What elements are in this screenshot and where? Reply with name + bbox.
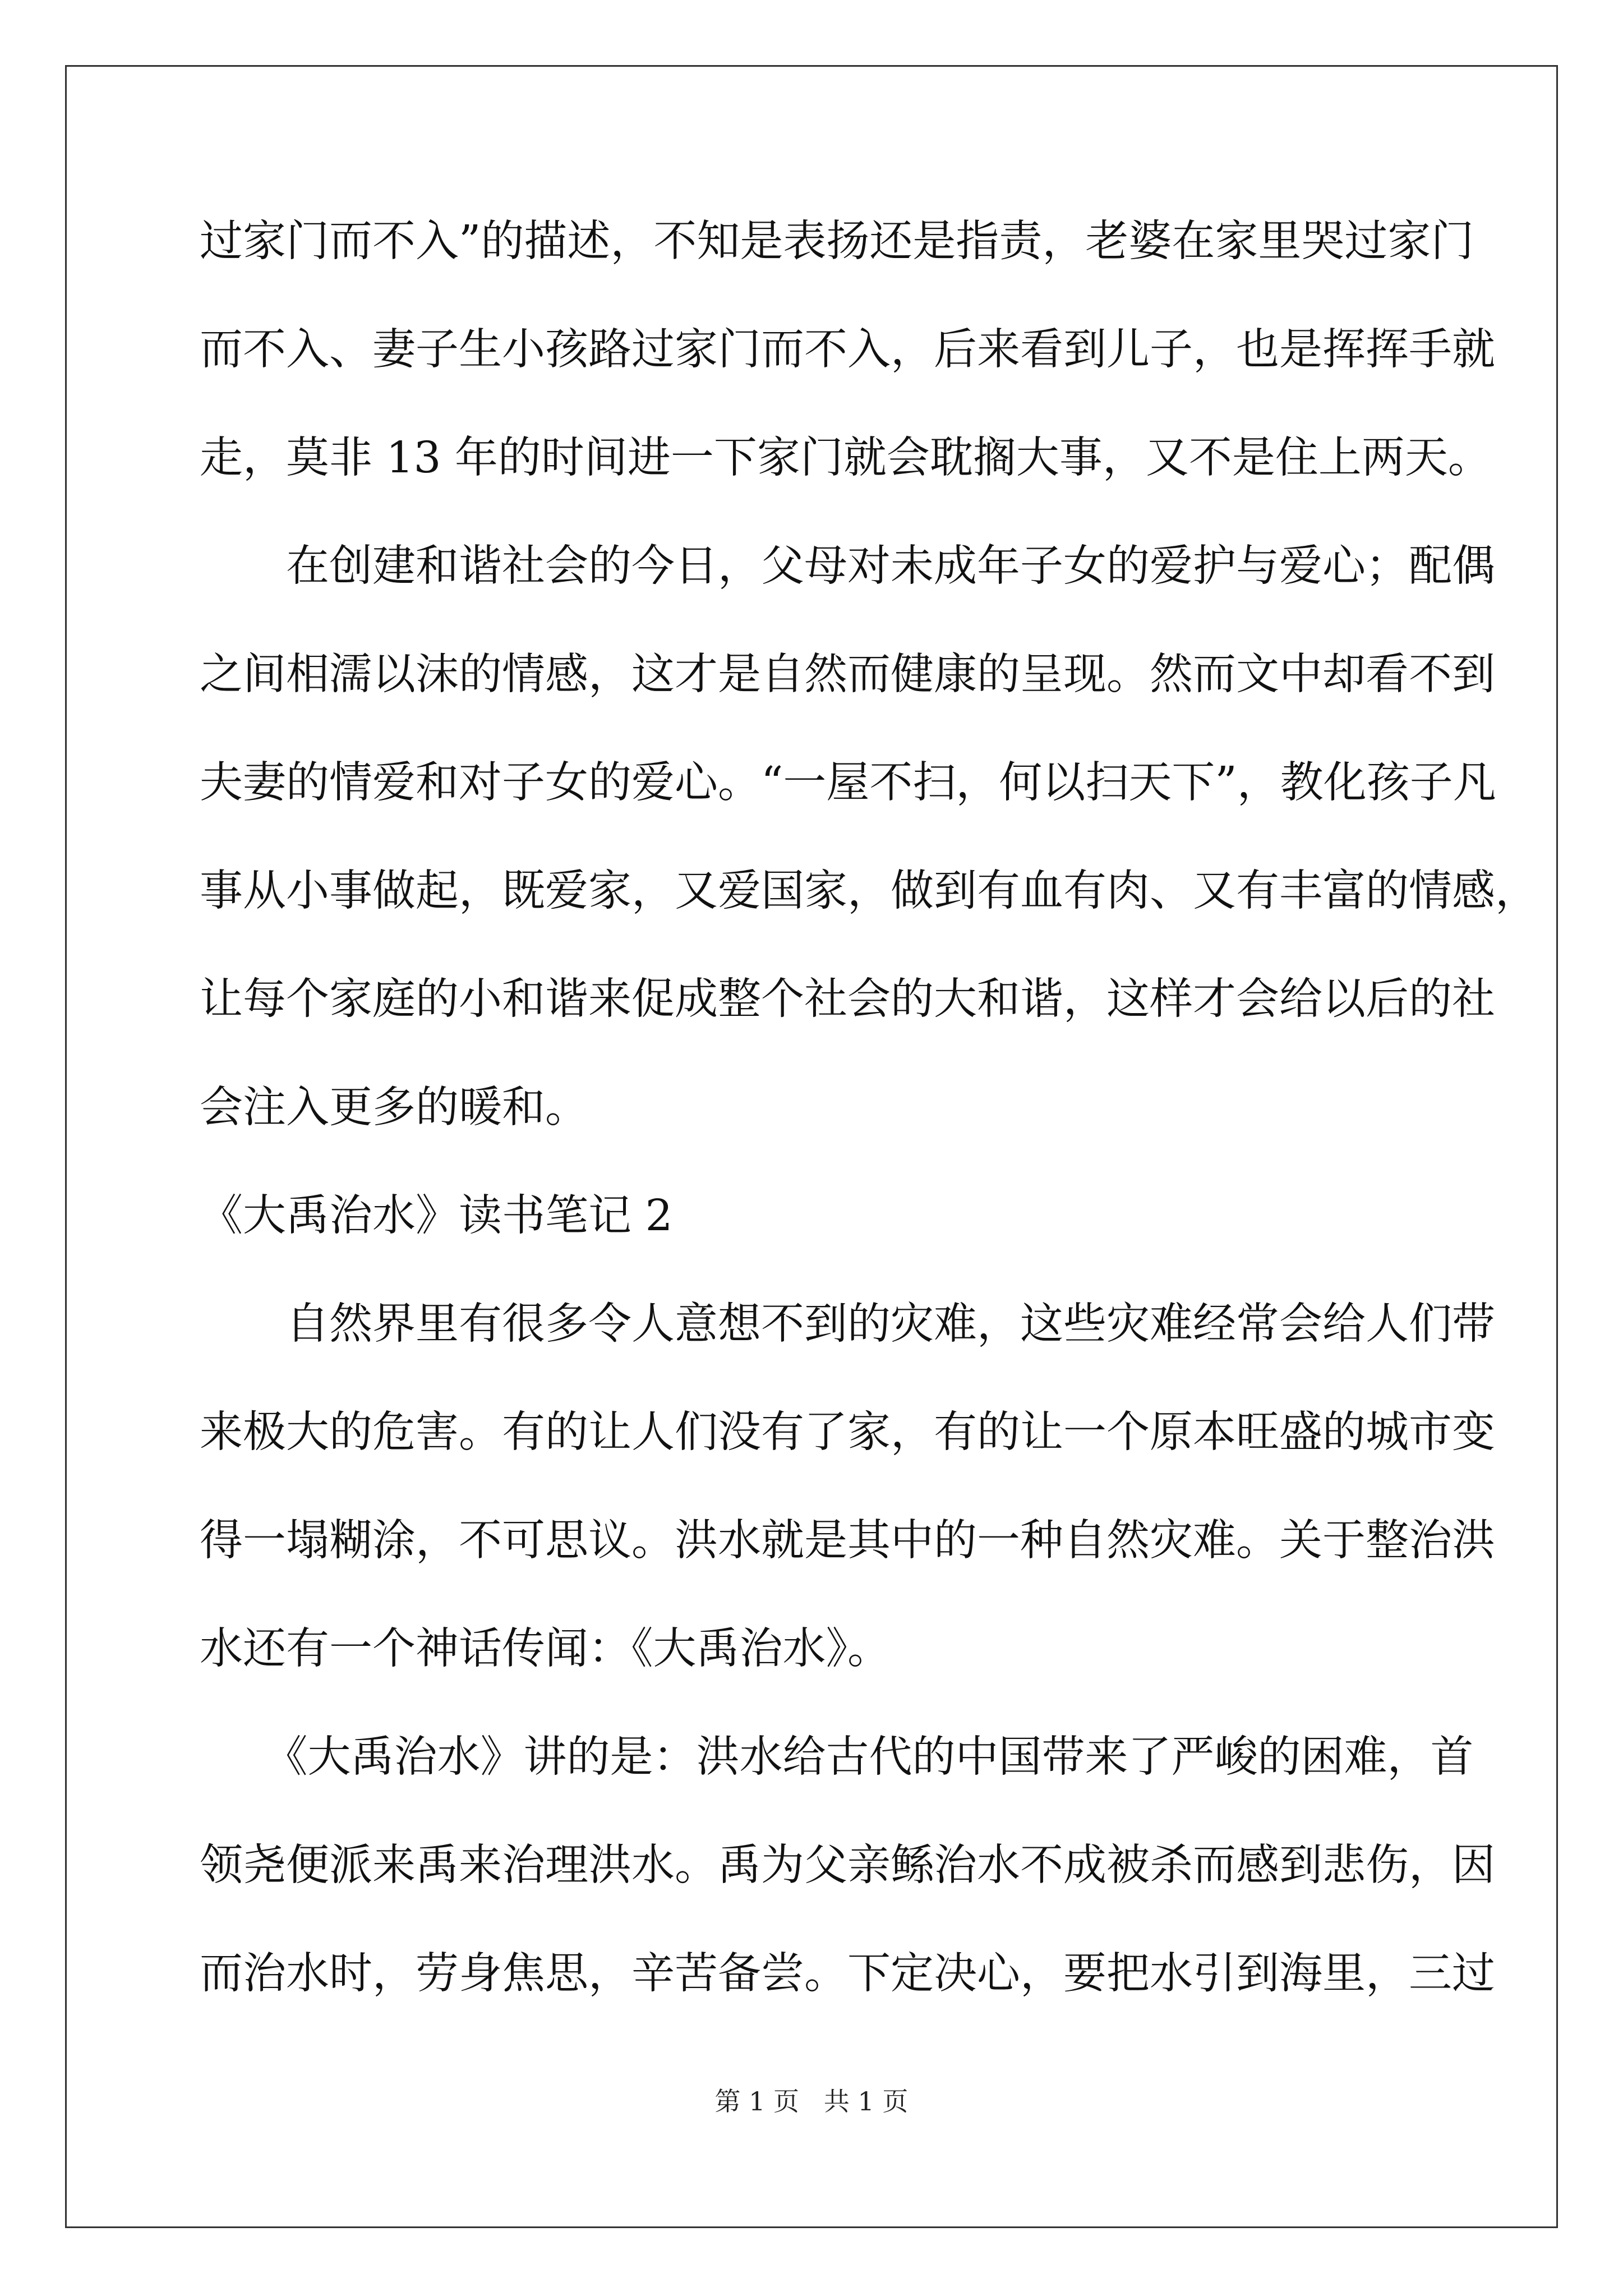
text-line: 走，莫非 13 年的时间进一下家门就会耽搁大事，又不是住上两天。 [200,433,1491,483]
text-line: 会注入更多的暖和。 [200,1083,588,1133]
text-line: 过家门而不入”的描述，不知是表扬还是指责，老婆在家里哭过家门 [200,217,1474,266]
text-line: 之间相濡以沫的情感，这才是自然而健康的呈现。然而文中却看不到 [200,650,1495,700]
text-line: 自然界里有很多令人意想不到的灾难，这些灾难经常会给人们带 [200,1299,1495,1349]
text-line: 得一塌糊涂，不可思议。洪水就是其中的一种自然灾难。关于整治洪 [200,1516,1495,1566]
text-line: 让每个家庭的小和谐来促成整个社会的大和谐，这样才会给以后的社 [200,974,1495,1024]
document-body [200,211,1538,2051]
text-line: 水还有一个神话传闻：《大禹治水》。 [200,1624,891,1674]
text-line: 来极大的危害。有的让人们没有了家，有的让一个原本旺盛的城市变 [200,1407,1495,1457]
text-line: 而不入、妻子生小孩路过家门而不入，后来看到儿子，也是挥挥手就 [200,325,1495,375]
text-line: 在创建和谐社会的今日，父母对未成年子女的爱护与爱心；配偶 [200,541,1495,591]
text-line: 领尧便派来禹来治理洪水。禹为父亲鲧治水不成被杀而感到悲伤，因 [200,1841,1495,1890]
text-line: 《大禹治水》讲的是：洪水给古代的中国带来了严峻的困难，首 [200,1732,1474,1782]
text-line: 事从小事做起，既爱家，又爱国家，做到有血有肉、又有丰富的情感， [200,866,1538,916]
section-heading: 《大禹治水》读书笔记 2 [200,1191,673,1241]
text-line: 而治水时，劳身焦思，辛苦备尝。下定决心，要把水引到海里，三过 [200,1949,1495,1999]
text-line: 夫妻的情爱和对子女的爱心。“一屋不扫，何以扫天下”，教化孩子凡 [200,758,1496,808]
page-footer: 第 1 页 共 1 页 [714,2086,909,2116]
